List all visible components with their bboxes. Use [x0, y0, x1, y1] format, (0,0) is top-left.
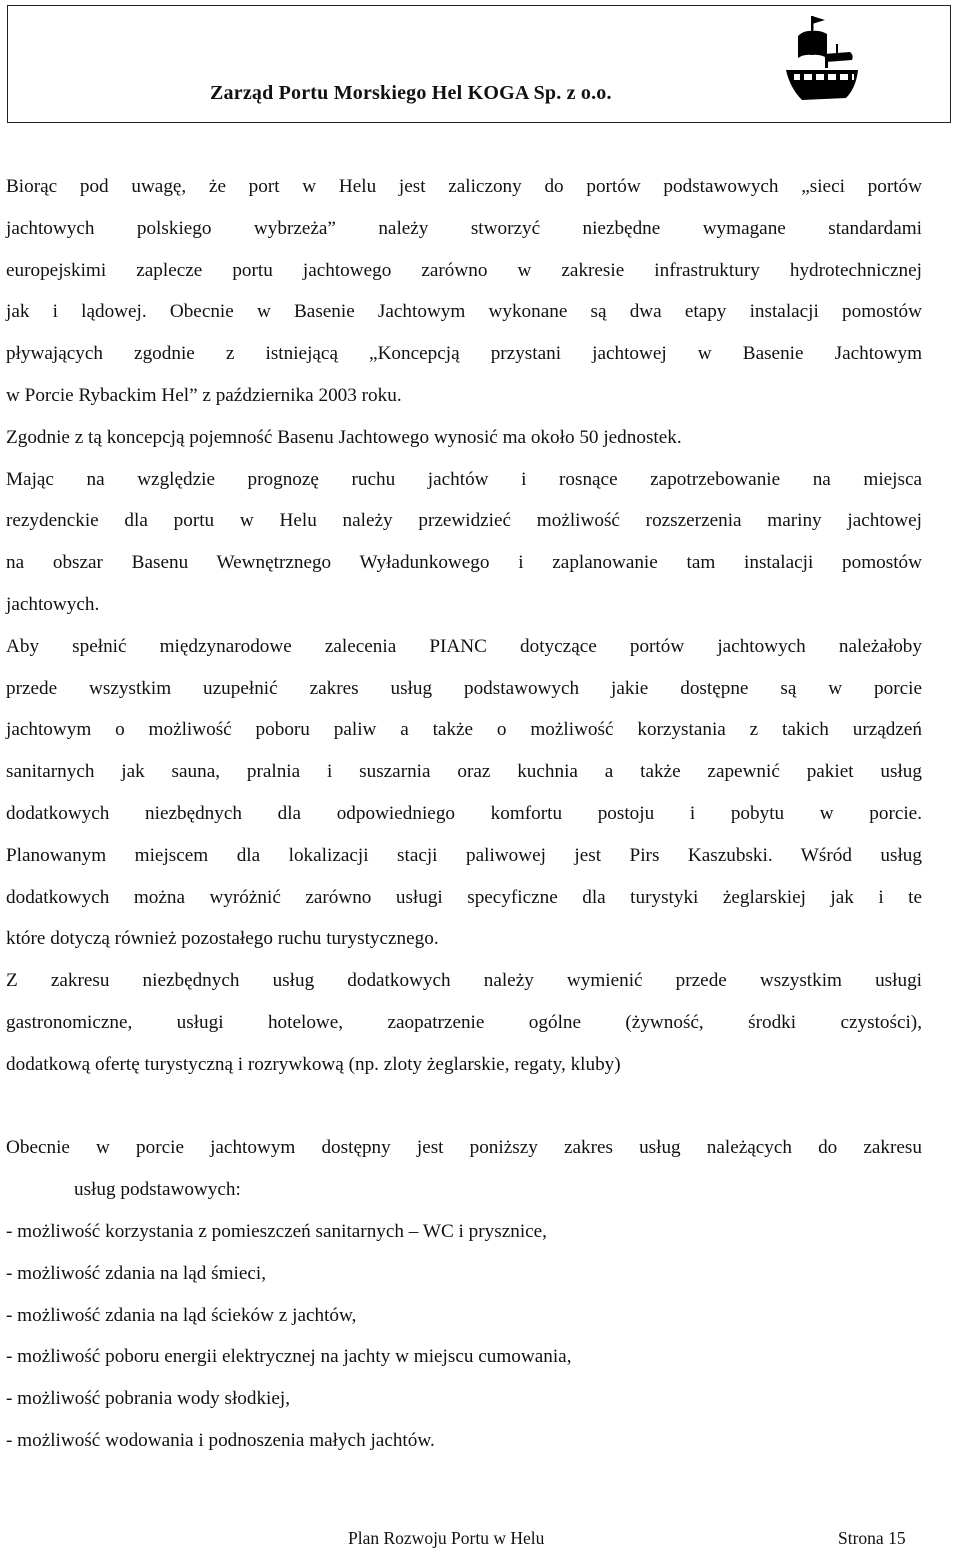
list-item: - możliwość poboru energii elektrycznej na jachty w miejscu cumowania,: [6, 1346, 572, 1368]
text-line: przede wszystkim uzupełnić zakres usług podstawowych jakie dostępne są w porcie: [6, 677, 922, 699]
paragraph-gap: [6, 1086, 922, 1128]
list-item: - możliwość zdania na ląd ścieków z jachtów,: [6, 1304, 357, 1326]
list-item: - możliwość pobrania wody słodkiej,: [6, 1388, 291, 1410]
text-line: rezydenckie dla portu w Helu należy przewidzieć możliwość rozszerzenia mariny jachtowej: [6, 510, 922, 532]
text-line: dodatkowych można wyróżnić zarówno usługi specyficzne dla turystyki żeglarskiej jak i te: [6, 886, 922, 908]
paragraph-pianc: [6, 626, 922, 960]
text-line: usług podstawowych:: [74, 1179, 241, 1201]
paragraph-intro: [6, 166, 922, 417]
text-line: Z zakresu niezbędnych usług dodatkowych należy wymienić przede wszystkim usługi: [6, 970, 922, 992]
text-line: w Porcie Rybackim Hel” z października 2003 roku.: [6, 384, 402, 406]
services-intro: [6, 1127, 922, 1211]
paragraph-additional-services: [6, 960, 922, 1085]
footer-page-number: Strona 15: [838, 1528, 906, 1548]
footer-document-title: Plan Rozwoju Portu w Helu: [348, 1528, 545, 1548]
text-line: jak i lądowej. Obecnie w Basenie Jachtowym wykonane są dwa etapy instalacji pomostów: [6, 301, 922, 323]
text-line: jachtowym o możliwość poboru paliw a także o możliwość korzystania z takich urządzeń: [6, 719, 922, 741]
list-item: - możliwość korzystania z pomieszczeń sanitarnych – WC i prysznice,: [6, 1220, 547, 1242]
text-line: gastronomiczne, usługi hotelowe, zaopatrzenie ogólne (żywność, środki czystości),: [6, 1011, 922, 1033]
text-line: dodatkowych niezbędnych dla odpowiedniego komfortu postoju i pobytu w porcie.: [6, 802, 922, 824]
text-line: na obszar Basenu Wewnętrznego Wyładunkowego i zaplanowanie tam instalacji pomostów: [6, 552, 922, 574]
company-name: Zarząd Portu Morskiego Hel KOGA Sp. z o.o.: [210, 82, 612, 104]
paragraph-expansion: [6, 459, 922, 626]
text-line: sanitarnych jak sauna, pralnia i suszarnia oraz kuchnia a także zapewnić pakiet usług: [6, 761, 922, 783]
ship-logo-icon: [784, 14, 864, 112]
text-line: dodatkową ofertę turystyczną i rozrywkową (np. zloty żeglarskie, regaty, kluby): [6, 1053, 621, 1075]
text-line: europejskimi zaplecze portu jachtowego zarówno w zakresie infrastruktury hydrotechnicznej: [6, 259, 922, 281]
text-line: Planowanym miejscem dla lokalizacji stacji paliwowej jest Pirs Kaszubski. Wśród usług: [6, 844, 922, 866]
text-line: Zgodnie z tą koncepcją pojemność Basenu Jachtowego wynosić ma około 50 jednostek.: [6, 426, 682, 448]
text-line: Mając na względzie prognozę ruchu jachtów i rosnące zapotrzebowanie na miejsca: [6, 468, 922, 490]
list-item: - możliwość zdania na ląd śmieci,: [6, 1262, 267, 1284]
text-line: Obecnie w porcie jachtowym dostępny jest poniższy zakres usług należących do zakresu: [6, 1137, 922, 1159]
document-body: [6, 166, 922, 1462]
text-line: Aby spełnić międzynarodowe zalecenia PIANC dotyczące portów jachtowych należałoby: [6, 635, 922, 657]
text-line: jachtowych.: [6, 593, 100, 615]
text-line: Biorąc pod uwagę, że port w Helu jest zaliczony do portów podstawowych „sieci portów: [6, 176, 922, 197]
list-item: - możliwość wodowania i podnoszenia małych jachtów.: [6, 1429, 435, 1451]
services-list: [6, 1211, 922, 1462]
paragraph-capacity: [6, 417, 922, 459]
text-line: pływających zgodnie z istniejącą „Koncepcją przystani jachtowej w Basenie Jachtowym: [6, 343, 922, 365]
text-line: które dotyczą również pozostałego ruchu turystycznego.: [6, 928, 439, 950]
text-line: jachtowych polskiego wybrzeża” należy stworzyć niezbędne wymagane standardami: [6, 217, 922, 239]
